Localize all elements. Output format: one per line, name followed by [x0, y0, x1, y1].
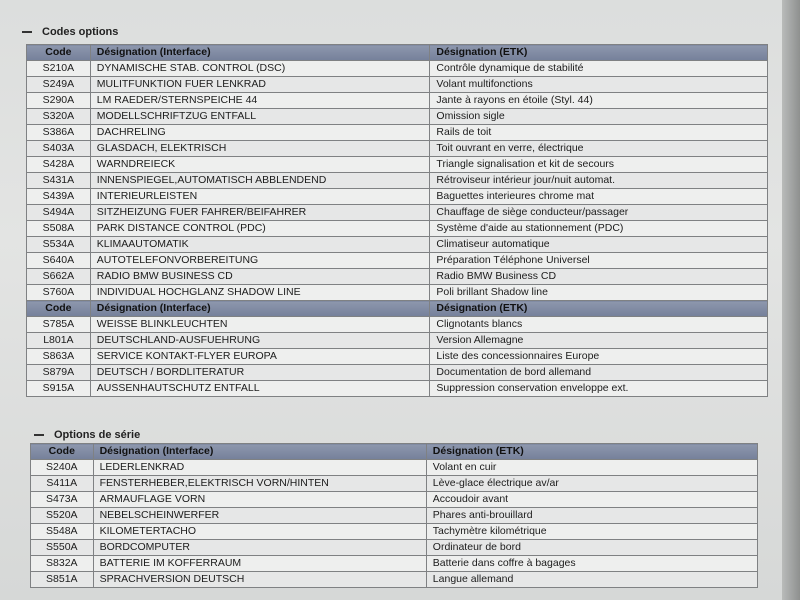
section-title-options: Codes options — [42, 26, 119, 38]
code-cell: S428A — [27, 157, 91, 173]
etk-cell: Lève-glace électrique av/ar — [426, 476, 757, 492]
etk-cell: Version Allemagne — [430, 333, 768, 349]
interface-cell: BATTERIE IM KOFFERRAUM — [93, 556, 426, 572]
table-row[interactable] — [31, 508, 758, 524]
section-title-series: Options de série — [54, 429, 141, 441]
etk-cell: Omission sigle — [430, 109, 768, 125]
code-cell: S863A — [27, 349, 91, 365]
interface-cell: DACHRELING — [90, 125, 430, 141]
table-header-row — [27, 45, 768, 61]
code-cell: S832A — [31, 556, 94, 572]
column-header-etk[interactable]: Désignation (ETK) — [430, 45, 768, 61]
interface-cell: PARK DISTANCE CONTROL (PDC) — [90, 221, 430, 237]
options-table — [26, 44, 768, 397]
interface-cell: RADIO BMW BUSINESS CD — [90, 269, 430, 285]
column-header-etk[interactable]: Désignation (ETK) — [426, 444, 757, 460]
interface-cell: KILOMETERTACHO — [93, 524, 426, 540]
code-cell: S494A — [27, 205, 91, 221]
code-cell: S386A — [27, 125, 91, 141]
code-cell: S548A — [31, 524, 94, 540]
monitor-bezel — [782, 0, 800, 600]
code-cell: S473A — [31, 492, 94, 508]
code-cell: S403A — [27, 141, 91, 157]
table-row[interactable] — [27, 365, 768, 381]
table-row[interactable] — [31, 524, 758, 540]
table-subheader-row — [27, 301, 768, 317]
table-row[interactable] — [27, 141, 768, 157]
options-table-body-2 — [27, 317, 768, 397]
etk-cell: Climatiseur automatique — [430, 237, 768, 253]
interface-cell: MODELLSCHRIFTZUG ENTFALL — [90, 109, 430, 125]
table-row[interactable] — [31, 460, 758, 476]
code-cell: S320A — [27, 109, 91, 125]
etk-cell: Baguettes interieures chrome mat — [430, 189, 768, 205]
etk-cell: Système d'aide au stationnement (PDC) — [430, 221, 768, 237]
interface-cell: INNENSPIEGEL,AUTOMATISCH ABBLENDEND — [90, 173, 430, 189]
etk-cell: Poli brillant Shadow line — [430, 285, 768, 301]
table-row[interactable] — [27, 269, 768, 285]
code-cell: S662A — [27, 269, 91, 285]
interface-cell: NEBELSCHEINWERFER — [93, 508, 426, 524]
code-cell: S508A — [27, 221, 91, 237]
table-row[interactable] — [27, 333, 768, 349]
table-row[interactable] — [27, 253, 768, 269]
column-header-interface: Désignation (Interface) — [90, 301, 430, 317]
etk-cell: Toit ouvrant en verre, électrique — [430, 141, 768, 157]
column-header-code[interactable]: Code — [31, 444, 94, 460]
table-row[interactable] — [27, 317, 768, 333]
series-table — [30, 443, 758, 588]
column-header-interface[interactable]: Désignation (Interface) — [90, 45, 430, 61]
etk-cell: Tachymètre kilométrique — [426, 524, 757, 540]
interface-cell: DEUTSCHLAND-AUSFUEHRUNG — [90, 333, 430, 349]
code-cell: S431A — [27, 173, 91, 189]
table-row[interactable] — [31, 540, 758, 556]
code-cell: S520A — [31, 508, 94, 524]
interface-cell: KLIMAAUTOMATIK — [90, 237, 430, 253]
code-cell: S290A — [27, 93, 91, 109]
etk-cell: Clignotants blancs — [430, 317, 768, 333]
interface-cell: SERVICE KONTAKT-FLYER EUROPA — [90, 349, 430, 365]
column-header-interface[interactable]: Désignation (Interface) — [93, 444, 426, 460]
column-header-code: Code — [27, 301, 91, 317]
interface-cell: INDIVIDUAL HOCHGLANZ SHADOW LINE — [90, 285, 430, 301]
section-header-options[interactable] — [22, 26, 118, 38]
interface-cell: DYNAMISCHE STAB. CONTROL (DSC) — [90, 61, 430, 77]
series-table-body — [31, 460, 758, 588]
table-row[interactable] — [27, 381, 768, 397]
interface-cell: ARMAUFLAGE VORN — [93, 492, 426, 508]
interface-cell: INTERIEURLEISTEN — [90, 189, 430, 205]
interface-cell: LM RAEDER/STERNSPEICHE 44 — [90, 93, 430, 109]
table-row[interactable] — [27, 173, 768, 189]
collapse-icon[interactable] — [34, 434, 44, 436]
interface-cell: SITZHEIZUNG FUER FAHRER/BEIFAHRER — [90, 205, 430, 221]
etk-cell: Phares anti-brouillard — [426, 508, 757, 524]
etk-cell: Documentation de bord allemand — [430, 365, 768, 381]
code-cell: S785A — [27, 317, 91, 333]
etk-cell: Chauffage de siège conducteur/passager — [430, 205, 768, 221]
table-row[interactable] — [27, 93, 768, 109]
table-row[interactable] — [31, 492, 758, 508]
interface-cell: LEDERLENKRAD — [93, 460, 426, 476]
table-row[interactable] — [31, 476, 758, 492]
interface-cell: BORDCOMPUTER — [93, 540, 426, 556]
etk-cell: Suppression conservation enveloppe ext. — [430, 381, 768, 397]
etk-cell: Radio BMW Business CD — [430, 269, 768, 285]
etk-cell: Batterie dans coffre à bagages — [426, 556, 757, 572]
etk-cell: Liste des concessionnaires Europe — [430, 349, 768, 365]
table-row[interactable] — [27, 189, 768, 205]
etk-cell: Contrôle dynamique de stabilité — [430, 61, 768, 77]
interface-cell: FENSTERHEBER,ELEKTRISCH VORN/HINTEN — [93, 476, 426, 492]
etk-cell: Volant en cuir — [426, 460, 757, 476]
code-cell: S915A — [27, 381, 91, 397]
table-header-row — [31, 444, 758, 460]
table-row[interactable] — [27, 109, 768, 125]
code-cell: S851A — [31, 572, 94, 588]
code-cell: L801A — [27, 333, 91, 349]
column-header-code[interactable]: Code — [27, 45, 91, 61]
etk-cell: Triangle signalisation et kit de secours — [430, 157, 768, 173]
column-header-etk: Désignation (ETK) — [430, 301, 768, 317]
table-row[interactable] — [27, 125, 768, 141]
code-cell: S249A — [27, 77, 91, 93]
etk-cell: Volant multifonctions — [430, 77, 768, 93]
code-cell: S439A — [27, 189, 91, 205]
interface-cell: DEUTSCH / BORDLITERATUR — [90, 365, 430, 381]
options-table-body — [27, 61, 768, 301]
code-cell: S411A — [31, 476, 94, 492]
table-row[interactable] — [27, 77, 768, 93]
code-cell: S240A — [31, 460, 94, 476]
interface-cell: AUTOTELEFONVORBEREITUNG — [90, 253, 430, 269]
section-header-series[interactable] — [34, 429, 140, 441]
interface-cell: WARNDREIECK — [90, 157, 430, 173]
code-cell: S879A — [27, 365, 91, 381]
table-row[interactable] — [31, 572, 758, 588]
table-row[interactable] — [27, 285, 768, 301]
etk-cell: Jante à rayons en étoile (Styl. 44) — [430, 93, 768, 109]
table-row[interactable] — [27, 349, 768, 365]
interface-cell: SPRACHVERSION DEUTSCH — [93, 572, 426, 588]
collapse-icon[interactable] — [22, 31, 32, 33]
interface-cell: GLASDACH, ELEKTRISCH — [90, 141, 430, 157]
table-row[interactable] — [27, 221, 768, 237]
interface-cell: AUSSENHAUTSCHUTZ ENTFALL — [90, 381, 430, 397]
etk-cell: Rails de toit — [430, 125, 768, 141]
interface-cell: MULITFUNKTION FUER LENKRAD — [90, 77, 430, 93]
code-cell: S640A — [27, 253, 91, 269]
etk-cell: Préparation Téléphone Universel — [430, 253, 768, 269]
etk-cell: Langue allemand — [426, 572, 757, 588]
code-cell: S550A — [31, 540, 94, 556]
code-cell: S760A — [27, 285, 91, 301]
code-cell: S534A — [27, 237, 91, 253]
code-cell: S210A — [27, 61, 91, 77]
etk-cell: Ordinateur de bord — [426, 540, 757, 556]
table-row[interactable] — [27, 237, 768, 253]
table-row[interactable] — [31, 556, 758, 572]
etk-cell: Rétroviseur intérieur jour/nuit automat. — [430, 173, 768, 189]
etk-cell: Accoudoir avant — [426, 492, 757, 508]
table-row[interactable] — [27, 157, 768, 173]
table-row[interactable] — [27, 61, 768, 77]
interface-cell: WEISSE BLINKLEUCHTEN — [90, 317, 430, 333]
table-row[interactable] — [27, 205, 768, 221]
